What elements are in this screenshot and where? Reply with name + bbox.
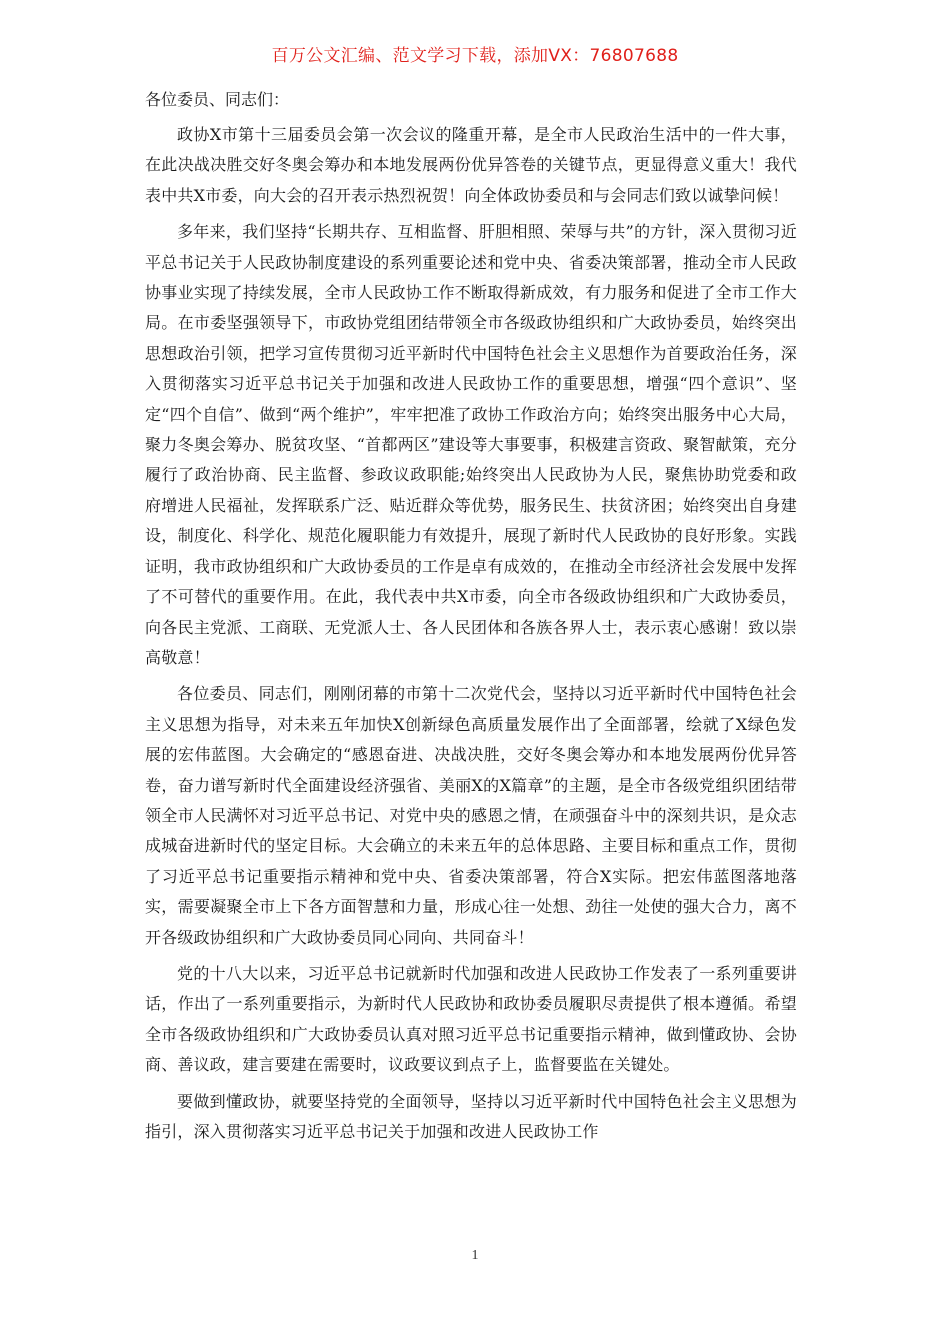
page-number: 1	[471, 1248, 479, 1263]
paragraph-2: 多年来，我们坚持“长期共存、互相监督、肝胆相照、荣辱与共”的方针，深入贯彻习近平总书记关于人民政协制度建设的系列重要论述和党中央、省委决策部署，推动全市人民政协事业实现了持续发展，全市人民政协工作不断取得新成效，有力服务和促进了全市工作大局。在市委坚强领导下，市政协党组团结带领全市各级政协组织和广大政协委员，始终突出思想政治引领，把学习宣传贯彻习近平新时代中国特色社会主义思想作为首要政治任务，深入贯彻落实习近平总书记关于加强和改进人民政协工作的重要思想，增强“四个意识”、坚定“四个自信”、做到“两个维护”，牢牢把准了政协工作政治方向；始终突出服务中心大局，聚力冬奥会筹办、脱贫攻坚、“首都两区”建设等大事要事，积极建言资政、聚智献策，充分履行了政治协商、民主监督、参政议政职能;始终突出人民政协为人民，聚焦协助党委和政府增进人民福祉，发挥联系广泛、贴近群众等优势，服务民生、扶贫济困；始终突出自身建设，制度化、科学化、规范化履职能力有效提升，展现了新时代人民政协的良好形象。实践证明，我市政协组织和广大政协委员的工作是卓有成效的，在推动全市经济社会发展中发挥了不可替代的重要作用。在此，我代表中共X市委，向全市各级政协组织和广大政协委员，向各民主党派、工商联、无党派人士、各人民团体和各族各界人士，表示衷心感谢！致以崇高敬意！	[145, 222, 797, 667]
paragraph-3: 各位委员、同志们，刚刚闭幕的市第十二次党代会，坚持以习近平新时代中国特色社会主义思想为指导，对未来五年加快X创新绿色高质量发展作出了全面部署，绘就了X绿色发展的宏伟蓝图。大会确定的“感恩奋进、决战决胜，交好冬奥会筹办和本地发展两份优异答卷，奋力谱写新时代全面建设经济强省、美丽X的X篇章”的主题，是全市各级党组织团结带领全市人民满怀对习近平总书记、对党中央的感恩之情，在顽强奋斗中的深刻共识，是众志成城奋进新时代的坚定目标。大会确立的未来五年的总体思路、主要目标和重点工作，贯彻了习近平总书记重要指示精神和党中央、省委决策部署，符合X实际。把宏伟蓝图落地落实，需要凝聚全市上下各方面智慧和力量，形成心往一处想、劲往一处使的强大合力，离不开各级政协组织和广大政协委员同心同向、共同奋斗！	[145, 684, 797, 947]
paragraph-4: 党的十八大以来，习近平总书记就新时代加强和改进人民政协工作发表了一系列重要讲话，作出了一系列重要指示，为新时代人民政协和政协委员履职尽责提供了根本遵循。希望全市各级政协组织和广大政协委员认真对照习近平总书记重要指示精神，做到懂政协、会协商、善议政，建言要建在需要时，议政要议到点子上，监督要监在关键处。	[145, 963, 797, 1075]
document-body	[145, 86, 797, 1153]
paragraph-1: 政协X市第十三届委员会第一次会议的隆重开幕，是全市人民政治生活中的一件大事，在此决战决胜交好冬奥会筹办和本地发展两份优异答卷的关键节点，更显得意义重大！我代表中共X市委，向大会的召开表示热烈祝贺！向全体政协委员和与会同志们致以诚挚问候！	[145, 125, 797, 205]
watermark-header: 百万公文汇编、范文学习下载，添加VX：76807688	[271, 46, 679, 66]
greeting: 各位委员、同志们：	[145, 90, 290, 109]
paragraph-5: 要做到懂政协，就要坚持党的全面领导，坚持以习近平新时代中国特色社会主义思想为指引，深入贯彻落实习近平总书记关于加强和改进人民政协工作	[145, 1091, 797, 1141]
